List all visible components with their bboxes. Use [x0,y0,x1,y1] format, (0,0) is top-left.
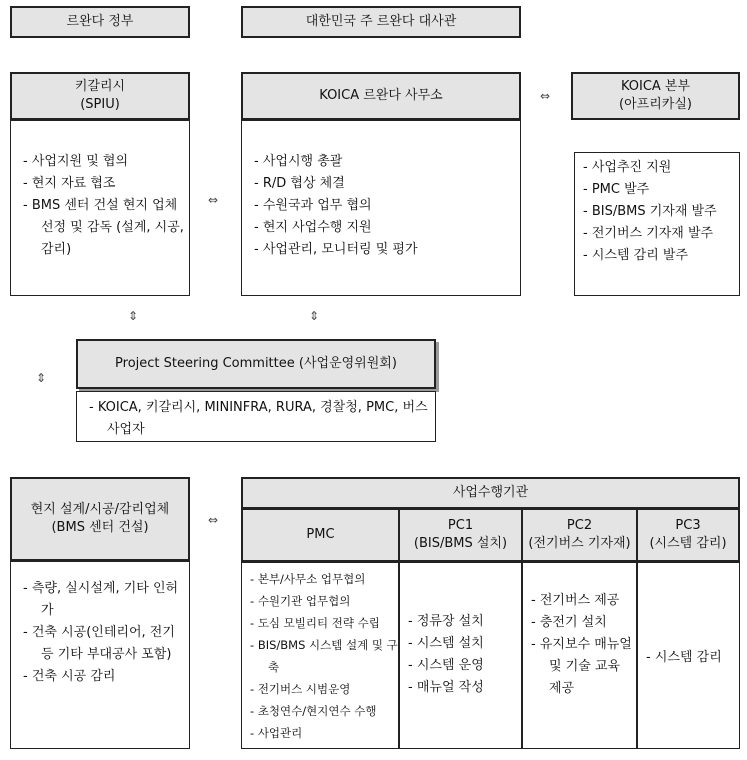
list-item: - 정류장 설치 [400,611,521,633]
psc-header [76,339,436,389]
list-item: - BMS 센터 건설 현지 업체 선정 및 감독 (설계, 시공, 감리) [15,195,185,261]
pmc-title: PMC [306,527,335,542]
list-item: - 건축 시공 감리 [15,666,185,688]
kigali-title: 키갈리시 [74,79,126,94]
pc3-list [638,647,739,669]
embassy-label: 대한민국 주 르완다 대사관 [305,14,457,29]
pc2-body [522,562,637,749]
local-contractor-title: 현지 설계/시공/감리업체 [30,502,170,517]
list-item: - 수원국과 업무 협의 [246,195,516,217]
koica-office-body [241,120,521,296]
list-item: - 도심 모빌리티 전략 수립 [242,612,398,634]
list-item: - 수원기관 업무협의 [242,590,398,612]
koica-hq-body [574,152,740,296]
list-item: - 전기버스 시범운영 [242,678,398,700]
pc3-title: PC3 [675,518,701,533]
local-contractor-header [10,477,190,561]
list-item: - KOICA, 키갈리시, MININFRA, RURA, 경찰청, PMC, 버스사업자 [81,397,431,441]
arrow-office-psc: ⇕ [309,309,320,323]
pmc-list [242,568,398,744]
koica-hq-subtitle: (아프리카실) [619,97,692,112]
pc3-header [637,508,740,562]
list-item: - 시스템 감리 [638,647,739,669]
list-item: - 사업추진 지원 [575,157,737,179]
pc2-title: PC2 [566,518,593,533]
kigali-subtitle: (SPIU) [80,97,120,112]
arrow-kigali-psc: ⇕ [128,309,139,323]
kigali-list [15,151,185,261]
pc1-header [399,508,522,562]
list-item: - 본부/사무소 업무협의 [242,568,398,590]
list-item: - R/D 협상 체결 [246,173,516,195]
list-item: - 매뉴얼 작성 [400,677,521,699]
list-item: - 현지 자료 협조 [15,173,185,195]
psc-list [81,397,431,441]
arrow-kigali-office: ⇔ [208,193,219,207]
list-item: - 사업관리 [242,722,398,744]
pc2-list [523,590,636,700]
arrow-contractor-agency: ⇔ [208,513,219,527]
pc1-subtitle: (BIS/BMS 설치) [413,536,508,551]
list-item: - 전기버스 제공 [523,590,636,612]
local-contractor-body [10,561,190,749]
list-item: - PMC 발주 [575,179,737,201]
pc2-header [522,508,637,562]
agency-header [241,477,740,509]
list-item: - 사업관리, 모니터링 및 평가 [246,239,516,261]
list-item: - BIS/BMS 시스템 설계 및 구축 [242,634,398,678]
list-item: - 건축 시공(인테리어, 전기 등 기타 부대공사 포함) [15,622,185,666]
list-item: - 시스템 운영 [400,655,521,677]
embassy-box [241,6,521,38]
list-item: - BIS/BMS 기자재 발주 [575,201,737,223]
koica-office-header [241,72,521,120]
local-contractor-subtitle: (BMS 센터 건설) [51,520,149,535]
arrow-left-psc: ⇕ [36,371,47,385]
koica-hq-header [571,72,740,120]
list-item: - 시스템 감리 발주 [575,245,737,267]
list-item: - 유지보수 매뉴얼 및 기술 교육 제공 [523,634,636,700]
list-item: - 시스템 설치 [400,633,521,655]
koica-office-title: KOICA 르완다 사무소 [319,88,443,103]
pc1-body [399,562,522,749]
pc3-subtitle: (시스템 감리) [649,536,727,551]
list-item: - 전기버스 기자재 발주 [575,223,737,245]
list-item: - 사업시행 총괄 [246,151,516,173]
list-item: - 초청연수/현지연수 수행 [242,700,398,722]
agency-title: 사업수행기관 [452,485,529,500]
list-item: - 현지 사업수행 지원 [246,217,516,239]
pc3-body [637,562,740,749]
pc2-subtitle: (전기버스 기자재) [528,536,631,551]
pc1-list [400,611,521,699]
koica-office-list [246,151,516,261]
kigali-body [10,120,190,296]
rwanda-government-box [10,6,190,38]
koica-hq-title: KOICA 본부 [620,79,691,94]
psc-body [76,391,436,442]
kigali-header [10,72,190,120]
arrow-office-hq: ⇔ [540,89,551,103]
rwanda-government-label: 르완다 정부 [66,14,134,29]
local-contractor-list [15,578,185,688]
list-item: - 충전기 설치 [523,612,636,634]
list-item: - 측량, 실시설계, 기타 인허가 [15,578,185,622]
list-item: - 사업지원 및 협의 [15,151,185,173]
pmc-body [241,562,399,749]
koica-hq-list [575,157,737,267]
pmc-header [241,508,399,562]
psc-title: Project Steering Committee (사업운영위원회) [115,356,397,371]
pc1-title: PC1 [447,518,474,533]
